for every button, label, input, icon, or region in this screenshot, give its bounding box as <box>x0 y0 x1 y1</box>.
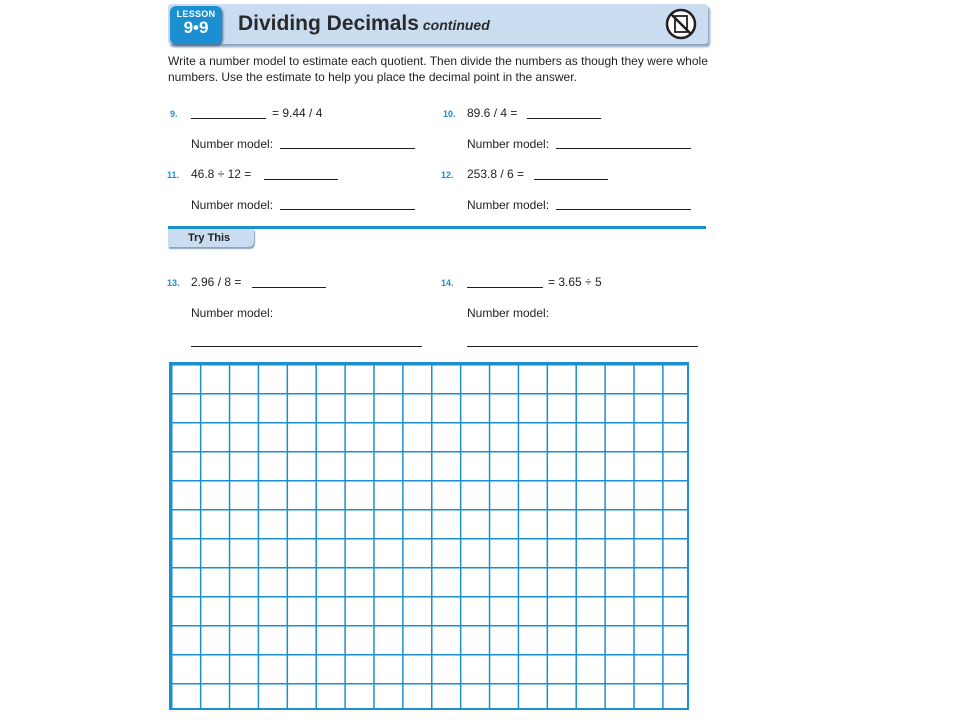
problem-10-model-blank[interactable] <box>556 148 691 149</box>
lesson-number: 9•9 <box>183 18 209 37</box>
problem-11-model-blank[interactable] <box>280 209 415 210</box>
problem-10-number: 10. <box>443 109 456 119</box>
problem-13-model-label: Number model: <box>191 306 274 320</box>
problem-9-expression: = 9.44 / 4 <box>272 106 323 120</box>
problem-13-answer-blank[interactable] <box>252 287 326 288</box>
problem-10-model-label: Number model: <box>467 137 550 151</box>
title-main: Dividing Decimals <box>238 12 419 35</box>
problem-13-model-blank[interactable] <box>191 346 422 347</box>
page-title <box>238 12 490 36</box>
work-grid[interactable] <box>169 362 689 710</box>
no-calculator-icon <box>665 8 697 40</box>
problem-11-number: 11. <box>167 170 180 180</box>
problem-9-model-label: Number model: <box>191 137 274 151</box>
problem-12-expression: 253.8 / 6 = <box>467 167 525 181</box>
problem-10-answer-blank[interactable] <box>527 118 601 119</box>
try-this-label: Try This <box>188 232 231 244</box>
problem-9-answer-blank[interactable] <box>191 118 266 119</box>
lesson-badge <box>170 6 222 44</box>
problem-9-number: 9. <box>170 109 178 119</box>
problem-12-model-blank[interactable] <box>556 209 691 210</box>
problem-13-number: 13. <box>167 278 180 288</box>
problem-9-model-blank[interactable] <box>280 148 415 149</box>
problem-14-number: 14. <box>441 278 454 288</box>
problem-14-model-blank[interactable] <box>467 346 698 347</box>
problem-10-expression: 89.6 / 4 = <box>467 106 518 120</box>
instructions-text: Write a number model to estimate each quotient. Then divide the numbers as though they were whole numbers. Use the estimate to help you place the decimal point in the answer. <box>168 54 708 84</box>
problem-14-model-label: Number model: <box>467 306 550 320</box>
problem-12-number: 12. <box>441 170 454 180</box>
problem-14-expression: = 3.65 ÷ 5 <box>548 275 602 289</box>
problem-12-answer-blank[interactable] <box>534 179 608 180</box>
problem-11-model-label: Number model: <box>191 198 274 212</box>
problem-14-answer-blank[interactable] <box>467 287 543 288</box>
problem-13-expression: 2.96 / 8 = <box>191 275 242 289</box>
problem-12-model-label: Number model: <box>467 198 550 212</box>
title-continued: continued <box>422 17 490 33</box>
problem-11-expression: 46.8 ÷ 12 = <box>191 167 252 181</box>
lesson-label: LESSON <box>176 9 216 19</box>
problem-11-answer-blank[interactable] <box>264 179 338 180</box>
